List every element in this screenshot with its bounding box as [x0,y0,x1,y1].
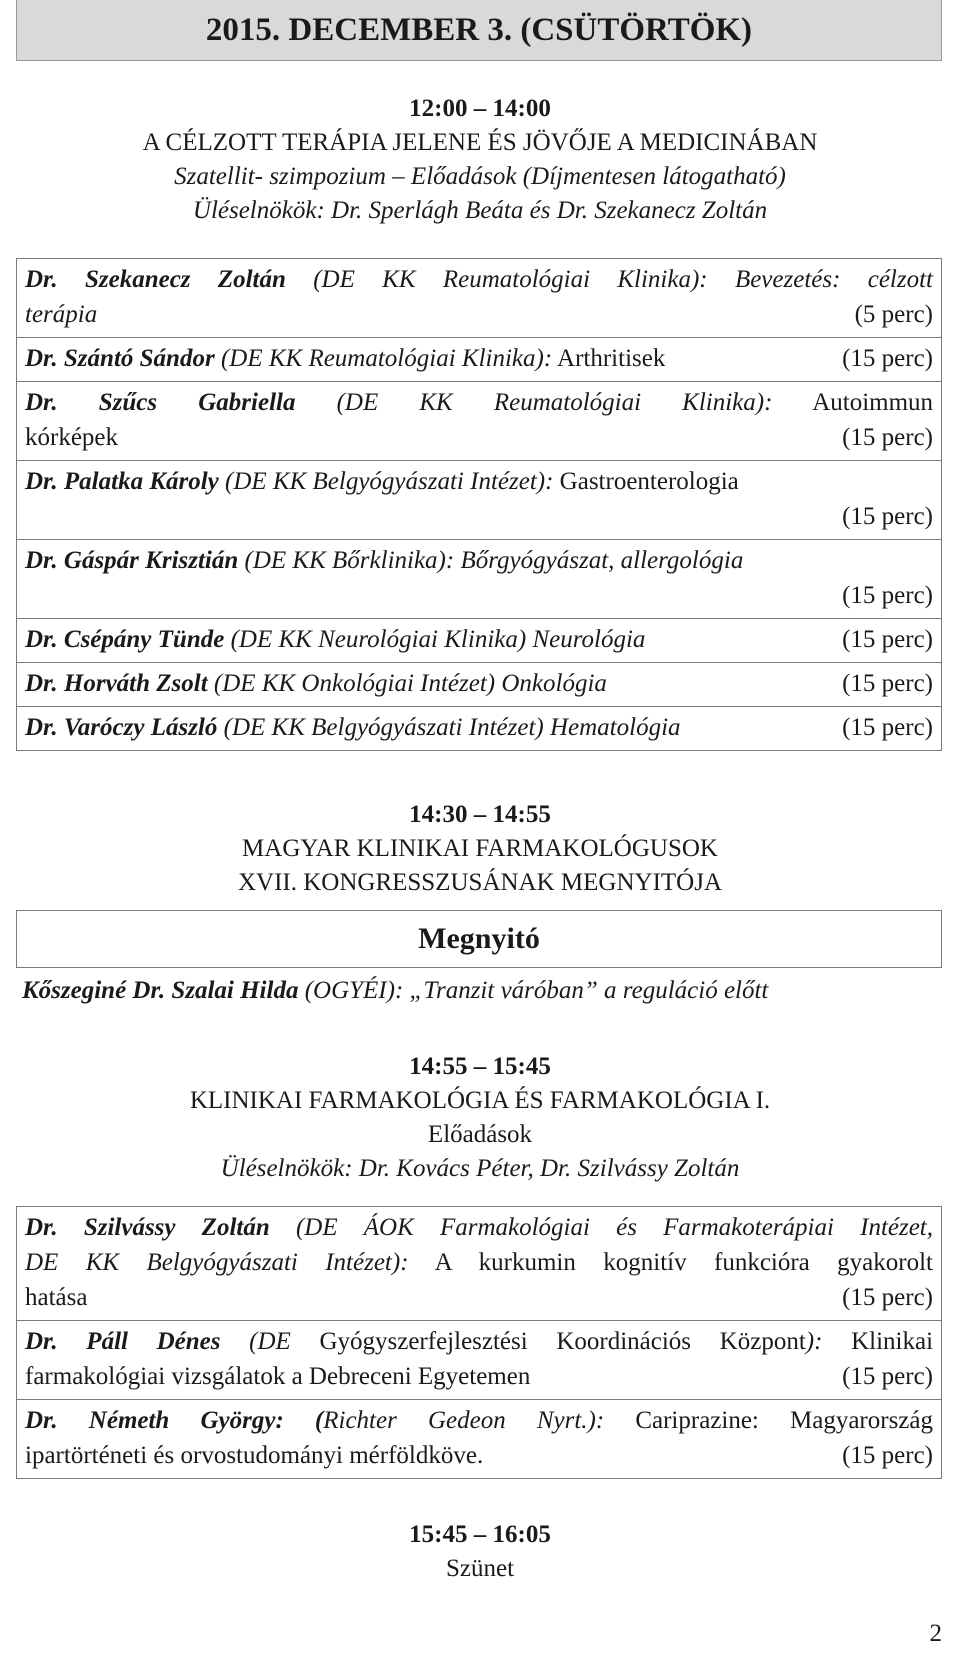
session4-title: Szünet [445,1555,515,1582]
session1-title: A CÉLZOTT TERÁPIA JELENE ÉS JÖVŐJE A MEDICINÁBAN [142,129,818,156]
talk-title: Bőrgyógyászat, allergológia [460,547,744,574]
talk-affiliation-cont: DE KK Belgyógyászati Intézet): [25,1249,409,1276]
talk-title: Neurológia [532,626,646,653]
talk-affiliation-name: Gyógyszerfejlesztési Koordinációs Központ [319,1328,806,1355]
talk-title: Klinikai [851,1328,934,1355]
talk-affiliation: Richter Gedeon Nyrt.): [323,1407,605,1434]
talk-speaker: Dr. Szekanecz Zoltán [25,266,286,293]
talk-item [17,1400,941,1478]
talk-duration: (15 perc) [842,345,933,372]
talk-speaker: Dr. Páll Dénes [25,1328,221,1355]
session3-subtitle: Előadások [427,1121,533,1148]
talk-speaker: Dr. Horváth Zsolt [25,670,208,697]
talk-affiliation: (DE KK Bőrklinika): [244,547,455,574]
talk-title: Bevezetés: célzott [734,266,933,293]
session2-title-line2: XVII. KONGRESSZUSÁNAK MEGNYITÓJA [237,869,723,896]
session4-time: 15:45 – 16:05 [409,1521,551,1548]
opening-talk [22,974,942,1008]
talk-item [17,540,941,619]
session1-time: 12:00 – 14:00 [409,95,551,122]
talk-title-cont: ipartörténeti és orvostudományi mérföldköve. [25,1442,484,1469]
talk-duration: (15 perc) [842,626,933,653]
talk-speaker: Dr. Szűcs Gabriella [25,389,296,416]
talk-affiliation: (DE KK Reumatológiai Klinika): [220,345,553,372]
talk-duration: (15 perc) [842,424,933,451]
talk-affiliation: (DE [249,1328,291,1355]
date-header: 2015. DECEMBER 3. (CSÜTÖRTÖK) [16,0,942,61]
talk-title: Gastroenterologia [559,468,739,495]
talk-title: Autoimmun [812,389,934,416]
talk-affiliation: (DE ÁOK Farmakológiai és Farmakoterápiai Intézet, [295,1214,934,1241]
session3-header [16,1050,944,1186]
talk-speaker: Dr. Csépány Tünde [25,626,225,653]
talk-item [17,619,941,663]
talk-speaker: Dr. Szántó Sándor [25,345,215,372]
talk-item [17,1321,941,1400]
talk-speaker: Dr. Németh György: ( [25,1407,324,1434]
talk-speaker: Dr. Gáspár Krisztián [25,547,239,574]
session2-header [16,798,944,900]
opening-title: „Tranzit váróban” a reguláció előtt [409,977,769,1004]
talk-duration: (5 perc) [854,301,933,328]
session4-header [16,1518,944,1586]
talk-duration: (15 perc) [842,1284,933,1311]
talk-duration: (15 perc) [842,1442,933,1469]
talk-affiliation: (DE KK Neurológiai Klinika) [230,626,527,653]
talk-title: Cariprazine: Magyarország [635,1407,934,1434]
session1-chairs: Üléselnökök: Dr. Sperlágh Beáta és Dr. Szekanecz Zoltán [192,197,768,224]
session1-header [16,92,944,228]
talk-item [17,1207,941,1321]
opening-speaker: Kőszeginé Dr. Szalai Hilda [22,977,299,1004]
talk-affiliation: (DE KK Belgyógyászati Intézet) [223,714,544,741]
opening-box: Megnyitó [16,910,942,968]
talk-affiliation: (DE KK Reumatológiai Klinika): [336,389,773,416]
talk-item [17,461,941,540]
talk-speaker: Dr. Szilvássy Zoltán [25,1214,270,1241]
talk-item [17,382,941,461]
session3-chairs: Üléselnökök: Dr. Kovács Péter, Dr. Szilvássy Zoltán [220,1155,740,1182]
talk-speaker: Dr. Palatka Károly [25,468,219,495]
session2-time: 14:30 – 14:55 [409,801,551,828]
talk-speaker: Dr. Varóczy László [25,714,218,741]
talk-item [17,707,941,750]
talk-title-cont: farmakológiai vizsgálatok a Debreceni Egyetemen [25,1363,531,1390]
page-number: 2 [929,1620,942,1647]
session1-subtitle: Szatellit- szimpozium – Előadások (Díjmentesen látogatható) [174,163,786,190]
talk-item [17,259,941,338]
talk-title-cont: terápia [25,301,98,328]
talk-duration: (15 perc) [842,670,933,697]
talk-affiliation: (DE KK Onkológiai Intézet) [213,670,496,697]
talk-item [17,663,941,707]
talk-title: A kurkumin kognitív funkcióra gyakorolt [434,1249,933,1276]
talk-duration: (15 perc) [842,503,933,530]
session3-title: KLINIKAI FARMAKOLÓGIA ÉS FARMAKOLÓGIA I. [189,1087,771,1114]
talk-title: Hematológia [549,714,681,741]
session1-talks [16,258,942,751]
talk-duration: (15 perc) [842,582,933,609]
talk-affiliation-close: ): [805,1328,823,1355]
opening-affiliation: (OGYÉI): [304,977,404,1004]
talk-item [17,338,941,382]
talk-duration: (15 perc) [842,1363,933,1390]
session3-talks [16,1206,942,1479]
talk-title: Onkológia [501,670,607,697]
session2-title-line1: MAGYAR KLINIKAI FARMAKOLÓGUSOK [242,835,718,862]
talk-title-cont: hatása [25,1284,88,1311]
talk-affiliation: (DE KK Belgyógyászati Intézet): [225,468,554,495]
talk-affiliation: (DE KK Reumatológiai Klinika): [313,266,708,293]
talk-title-cont: kórképek [25,424,119,451]
session3-time: 14:55 – 15:45 [409,1053,551,1080]
talk-duration: (15 perc) [842,714,933,741]
talk-title: Arthritisek [557,345,666,372]
